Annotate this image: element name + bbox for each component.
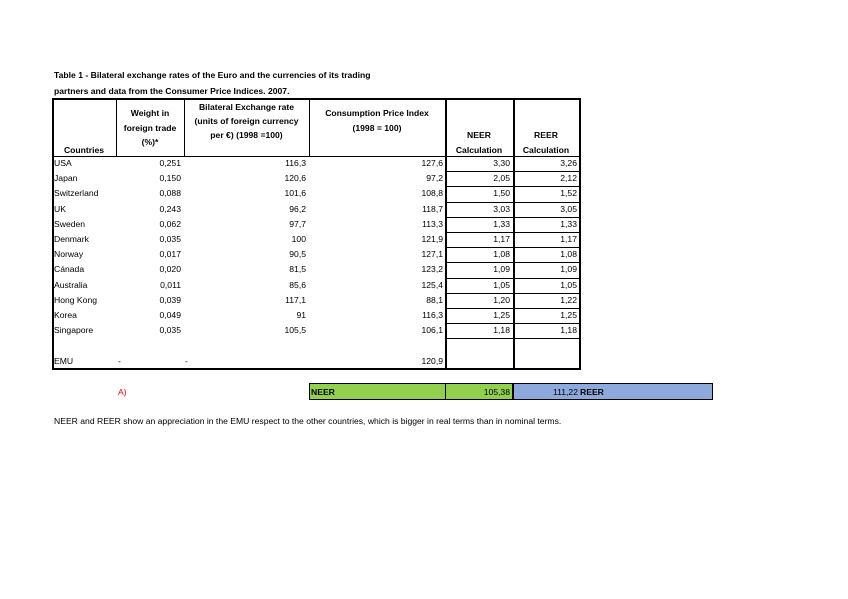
header-reer: Calculation bbox=[522, 144, 570, 155]
row-reer: 3,26 bbox=[560, 158, 577, 168]
row-reer: 1,52 bbox=[560, 188, 577, 198]
header-col-divider bbox=[309, 98, 310, 156]
emu-country: EMU bbox=[54, 356, 74, 366]
header-exchange: (units of foreign currency bbox=[194, 116, 299, 126]
row-country: Hong Kong bbox=[54, 295, 98, 305]
row-exchange-rate: 120,6 bbox=[284, 173, 306, 183]
row-exchange-rate: 116,3 bbox=[285, 158, 306, 168]
row-country: Australia bbox=[54, 280, 88, 290]
row-neer: 1,09 bbox=[493, 264, 510, 274]
row-country: UK bbox=[54, 204, 66, 214]
header-col-divider bbox=[184, 98, 185, 156]
row-country: Norway bbox=[54, 249, 84, 259]
table-border-right bbox=[579, 98, 581, 370]
row-exchange-rate: 90,5 bbox=[289, 249, 306, 259]
header-neer: Calculation bbox=[455, 144, 503, 155]
row-country: Sweden bbox=[54, 219, 86, 229]
row-cpi: 116,3 bbox=[422, 310, 443, 320]
row-weight: 0,088 bbox=[159, 188, 181, 198]
row-cpi: 118,7 bbox=[422, 204, 443, 214]
emu-weight: - bbox=[118, 356, 121, 366]
header-exchange: per €) (1998 =100) bbox=[210, 130, 283, 140]
row-neer: 1,50 bbox=[493, 188, 510, 198]
row-weight: 0,243 bbox=[159, 204, 181, 214]
row-neer: 1,18 bbox=[493, 325, 510, 335]
header-col-divider bbox=[116, 98, 117, 156]
row-exchange-rate: 81,5 bbox=[289, 264, 306, 274]
row-neer: 3,03 bbox=[493, 204, 510, 214]
row-country: Japan bbox=[54, 173, 78, 183]
row-reer: 1,08 bbox=[560, 249, 577, 259]
header-weight: Weight in bbox=[130, 108, 170, 118]
table-border-top bbox=[52, 98, 581, 100]
row-reer: 1,09 bbox=[560, 264, 577, 274]
row-weight: 0,035 bbox=[159, 234, 181, 244]
neer-result-value: 105,38 bbox=[483, 387, 510, 397]
row-weight: 0,251 bbox=[159, 158, 181, 168]
row-cpi: 125,4 bbox=[421, 280, 443, 290]
row-reer: 1,33 bbox=[560, 219, 577, 229]
header-countries: Countries bbox=[63, 145, 105, 155]
row-cpi: 113,3 bbox=[422, 219, 443, 229]
row-weight: 0,062 bbox=[159, 219, 181, 229]
calc-row-line bbox=[445, 338, 579, 339]
row-country: Singapore bbox=[54, 325, 94, 335]
row-weight: 0,049 bbox=[159, 310, 181, 320]
row-weight: 0,039 bbox=[159, 295, 181, 305]
row-exchange-rate: 96,2 bbox=[289, 204, 306, 214]
row-neer: 1,33 bbox=[493, 219, 510, 229]
row-weight: 0,035 bbox=[159, 325, 181, 335]
header-neer: NEER bbox=[467, 130, 491, 140]
row-cpi: 108,8 bbox=[421, 188, 443, 198]
table-title-line1: Table 1 - Bilateral exchange rates of the Euro and the currencies of its trading bbox=[54, 70, 371, 80]
header-weight: (%)* bbox=[141, 137, 159, 147]
row-cpi: 106,1 bbox=[421, 325, 443, 335]
row-exchange-rate: 101,6 bbox=[284, 188, 306, 198]
row-reer: 1,05 bbox=[560, 280, 577, 290]
row-country: Switzerland bbox=[54, 188, 99, 198]
row-cpi: 88,1 bbox=[426, 295, 443, 305]
row-exchange-rate: 100 bbox=[291, 234, 306, 244]
row-reer: 1,22 bbox=[560, 295, 577, 305]
reer-result-label: REER bbox=[580, 387, 604, 397]
emu-exchange-rate: - bbox=[185, 356, 188, 366]
row-weight: 0,011 bbox=[160, 280, 181, 290]
row-country: Denmark bbox=[54, 234, 89, 244]
row-neer: 1,25 bbox=[493, 310, 510, 320]
reer-result-value: 111,22 bbox=[552, 387, 578, 397]
row-exchange-rate: 91 bbox=[296, 310, 306, 320]
row-neer: 1,17 bbox=[493, 234, 510, 244]
header-cpi: Consumption Price Index bbox=[325, 108, 429, 118]
row-reer: 3,05 bbox=[560, 204, 577, 214]
neer-result-label: NEER bbox=[311, 387, 335, 397]
row-exchange-rate: 85,6 bbox=[289, 280, 306, 290]
conclusion-note: NEER and REER show an appreciation in the EMU respect to the other countries, which is bigger in real terms than in nominal terms. bbox=[54, 416, 562, 426]
row-neer: 1,08 bbox=[493, 249, 510, 259]
table-title-line2: partners and data from the Consumer Price Indices. 2007. bbox=[54, 86, 290, 96]
row-exchange-rate: 97,7 bbox=[289, 219, 306, 229]
header-exchange: Bilateral Exchange rate bbox=[198, 102, 295, 112]
row-country: Cánada bbox=[54, 264, 85, 274]
row-neer: 2,05 bbox=[493, 173, 510, 183]
header-cpi: (1998 = 100) bbox=[352, 122, 402, 133]
emu-cpi: 120,9 bbox=[421, 356, 443, 366]
row-cpi: 97,2 bbox=[426, 173, 443, 183]
row-neer: 1,05 bbox=[493, 280, 510, 290]
row-neer: 1,20 bbox=[493, 295, 510, 305]
row-cpi: 121,9 bbox=[421, 234, 443, 244]
row-weight: 0,017 bbox=[159, 249, 181, 259]
row-cpi: 123,2 bbox=[421, 264, 443, 274]
row-exchange-rate: 105,5 bbox=[284, 325, 306, 335]
row-reer: 1,25 bbox=[560, 310, 577, 320]
table-border-bottom bbox=[52, 368, 581, 370]
row-weight: 0,020 bbox=[159, 264, 181, 274]
row-neer: 3,30 bbox=[493, 158, 510, 168]
row-weight: 0,150 bbox=[159, 173, 181, 183]
row-cpi: 127,1 bbox=[421, 249, 443, 259]
row-reer: 1,18 bbox=[560, 325, 577, 335]
answer-label-a: A) bbox=[118, 387, 127, 397]
header-reer: REER bbox=[534, 130, 558, 140]
row-reer: 2,12 bbox=[560, 173, 577, 183]
row-country: USA bbox=[54, 158, 72, 168]
row-exchange-rate: 117,1 bbox=[285, 295, 306, 305]
row-country: Korea bbox=[54, 310, 77, 320]
row-reer: 1,17 bbox=[560, 234, 577, 244]
header-weight: foreign trade bbox=[123, 122, 177, 133]
row-cpi: 127,6 bbox=[421, 158, 443, 168]
